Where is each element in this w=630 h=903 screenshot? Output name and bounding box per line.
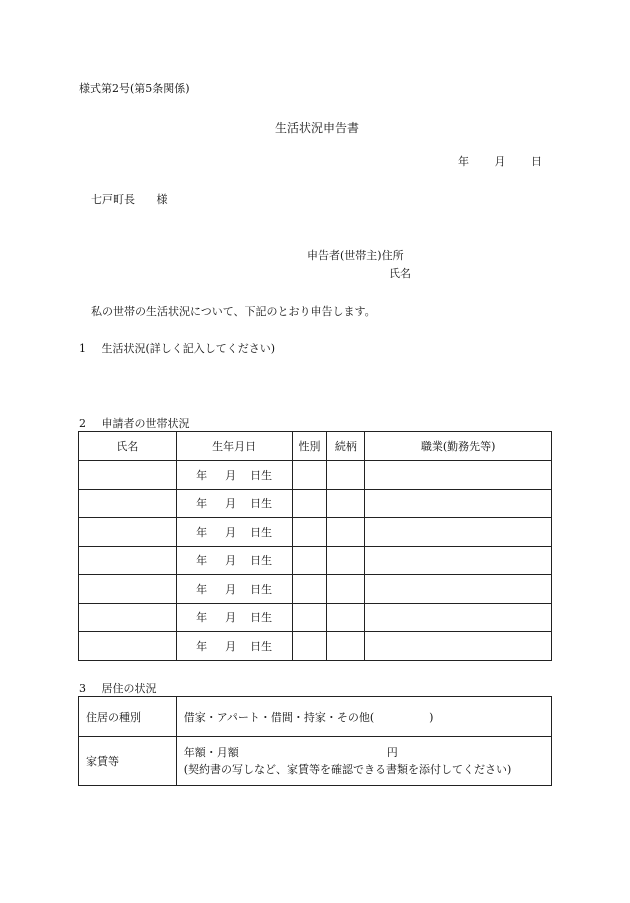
dob-day: 日生 bbox=[250, 525, 273, 539]
section2-number: 2 bbox=[79, 417, 86, 430]
addressee-name: 七戸町長 bbox=[91, 193, 135, 206]
dob-month: 月 bbox=[225, 468, 237, 482]
dob-year: 年 bbox=[196, 554, 208, 568]
date-day: 日 bbox=[531, 155, 542, 168]
rent-note: (契約書の写しなど、家賃等を確認できる書類を添付してください) bbox=[183, 763, 512, 776]
dob-month: 月 bbox=[225, 611, 237, 625]
dob-cell[interactable] bbox=[176, 518, 292, 547]
addressee bbox=[91, 194, 168, 205]
dob-day: 日生 bbox=[250, 468, 273, 482]
section1-title: 生活状況(詳しく記入してください) bbox=[101, 342, 276, 355]
gender-cell[interactable] bbox=[292, 518, 327, 547]
header-name: 氏名 bbox=[79, 432, 177, 461]
date-year: 年 bbox=[458, 155, 469, 168]
dob-year: 年 bbox=[196, 525, 208, 539]
applicant-address-label: 申告者(世帯主)住所 bbox=[307, 249, 404, 262]
table-row bbox=[79, 461, 552, 490]
rent-amount-line bbox=[184, 744, 551, 761]
intro-text: 私の世帯の生活状況について、下記のとおり申告します。 bbox=[91, 305, 376, 318]
rent-unit: 円 bbox=[386, 746, 398, 759]
gender-cell[interactable] bbox=[292, 489, 327, 518]
occupation-cell[interactable] bbox=[365, 518, 552, 547]
dob-month: 月 bbox=[225, 582, 237, 596]
section2-title: 申請者の世帯状況 bbox=[101, 417, 190, 430]
rent-cell[interactable] bbox=[176, 737, 551, 786]
gender-cell[interactable] bbox=[292, 632, 327, 661]
dob-cell[interactable] bbox=[176, 632, 292, 661]
relation-cell[interactable] bbox=[327, 518, 365, 547]
section1-heading bbox=[79, 343, 275, 354]
dob-year: 年 bbox=[196, 497, 208, 511]
residence-table bbox=[78, 696, 552, 786]
rent-row bbox=[79, 737, 552, 786]
dob-day: 日生 bbox=[250, 611, 273, 625]
name-cell[interactable] bbox=[79, 489, 177, 518]
name-cell[interactable] bbox=[79, 518, 177, 547]
dob-month: 月 bbox=[225, 639, 237, 653]
gender-cell[interactable] bbox=[292, 603, 327, 632]
relation-cell[interactable] bbox=[327, 489, 365, 518]
page-title: 生活状況申告書 bbox=[275, 121, 360, 135]
dob-year: 年 bbox=[196, 611, 208, 625]
dob-cell[interactable] bbox=[176, 461, 292, 490]
gender-cell[interactable] bbox=[292, 575, 327, 604]
dob-day: 日生 bbox=[250, 497, 273, 511]
section3-heading bbox=[79, 683, 157, 694]
section1-number: 1 bbox=[79, 342, 86, 355]
household-table bbox=[78, 431, 552, 661]
occupation-cell[interactable] bbox=[365, 461, 552, 490]
relation-cell[interactable] bbox=[327, 575, 365, 604]
name-cell[interactable] bbox=[79, 575, 177, 604]
name-cell[interactable] bbox=[79, 632, 177, 661]
dob-day: 日生 bbox=[250, 639, 273, 653]
table-row bbox=[79, 632, 552, 661]
table-row bbox=[79, 603, 552, 632]
residence-type-label: 住居の種別 bbox=[79, 697, 177, 737]
table-row bbox=[79, 575, 552, 604]
section3-title: 居住の状況 bbox=[101, 682, 157, 695]
section2-heading bbox=[79, 418, 190, 429]
header-dob: 生年月日 bbox=[176, 432, 292, 461]
table-row bbox=[79, 546, 552, 575]
dob-cell[interactable] bbox=[176, 575, 292, 604]
section3-number: 3 bbox=[79, 682, 86, 695]
header-gender: 性別 bbox=[292, 432, 327, 461]
dob-day: 日生 bbox=[250, 554, 273, 568]
name-cell[interactable] bbox=[79, 546, 177, 575]
dob-day: 日生 bbox=[250, 582, 273, 596]
residence-type-options[interactable]: 借家・アパート・借間・持家・その他( ) bbox=[176, 697, 551, 737]
dob-cell[interactable] bbox=[176, 546, 292, 575]
dob-month: 月 bbox=[225, 497, 237, 511]
date-month: 月 bbox=[494, 155, 506, 168]
dob-year: 年 bbox=[196, 639, 208, 653]
dob-year: 年 bbox=[196, 468, 208, 482]
name-cell[interactable] bbox=[79, 461, 177, 490]
form-number: 様式第2号(第5条関係) bbox=[79, 82, 190, 95]
rent-amount-label: 年額・月額 bbox=[183, 746, 239, 759]
table-row bbox=[79, 518, 552, 547]
relation-cell[interactable] bbox=[327, 546, 365, 575]
name-cell[interactable] bbox=[79, 603, 177, 632]
header-relation: 続柄 bbox=[327, 432, 365, 461]
relation-cell[interactable] bbox=[327, 461, 365, 490]
occupation-cell[interactable] bbox=[365, 489, 552, 518]
date-line bbox=[458, 156, 542, 167]
table-row bbox=[79, 489, 552, 518]
residence-type-row bbox=[79, 697, 552, 737]
gender-cell[interactable] bbox=[292, 461, 327, 490]
applicant-name-label: 氏名 bbox=[389, 267, 411, 280]
dob-month: 月 bbox=[225, 554, 237, 568]
household-header-row bbox=[79, 432, 552, 461]
occupation-cell[interactable] bbox=[365, 603, 552, 632]
dob-year: 年 bbox=[196, 582, 208, 596]
relation-cell[interactable] bbox=[327, 632, 365, 661]
header-occupation: 職業(勤務先等) bbox=[365, 432, 552, 461]
dob-month: 月 bbox=[225, 525, 237, 539]
addressee-honorific: 様 bbox=[156, 193, 168, 206]
relation-cell[interactable] bbox=[327, 603, 365, 632]
dob-cell[interactable] bbox=[176, 603, 292, 632]
occupation-cell[interactable] bbox=[365, 546, 552, 575]
occupation-cell[interactable] bbox=[365, 575, 552, 604]
rent-label: 家賃等 bbox=[79, 737, 177, 786]
dob-cell[interactable] bbox=[176, 489, 292, 518]
gender-cell[interactable] bbox=[292, 546, 327, 575]
occupation-cell[interactable] bbox=[365, 632, 552, 661]
